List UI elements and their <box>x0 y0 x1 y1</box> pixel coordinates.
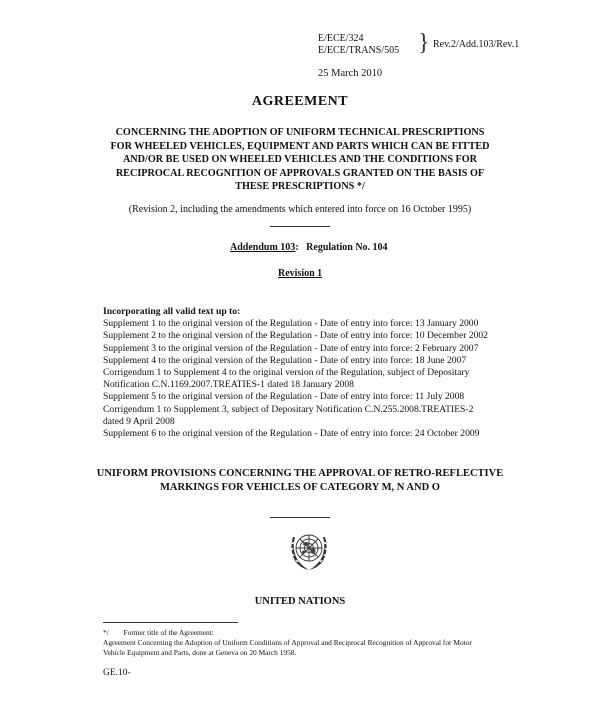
footnote-heading: Former title of the Agreement: <box>123 628 214 637</box>
subtitle-line: THESE PRESCRIPTIONS */ <box>235 181 365 192</box>
regulation-number: Regulation No. 104 <box>306 242 388 253</box>
list-item: Supplement 6 to the original version of the Regulation - Date of entry into force: 24 October 2009 <box>103 428 480 440</box>
revision-label: Revision 1 <box>278 268 323 279</box>
uniform-provisions-heading <box>0 467 600 495</box>
footnote <box>103 628 472 658</box>
list-item: Supplement 5 to the original version of the Regulation - Date of entry into force: 11 July 2008 <box>103 391 465 403</box>
page-title: AGREEMENT <box>251 94 349 109</box>
job-number: GE.10- <box>103 668 131 678</box>
revision-note: (Revision 2, including the amendments which entered into force on 16 October 1995) <box>128 204 472 215</box>
footnote-text-line: Agreement Concerning the Adoption of Uniform Conditions of Approval and Reciprocal Recognition of Approval for Motor <box>103 638 472 647</box>
subtitle-line: FOR WHEELED VEHICLES, EQUIPMENT AND PARTS WHICH CAN BE FITTED <box>110 140 490 152</box>
document-symbol-1: E/ECE/324 <box>318 33 364 44</box>
subtitle-line: AND/OR BE USED ON WHEELED VEHICLES AND THE CONDITIONS FOR <box>122 154 478 165</box>
agreement-subtitle <box>80 126 520 194</box>
addendum-label: Addendum 103 <box>230 242 296 253</box>
list-item: Supplement 3 to the original version of the Regulation - Date of entry into force: 2 February 2007 <box>103 342 479 354</box>
list-item: dated 9 April 2008 <box>103 415 175 427</box>
addendum-line <box>230 242 388 253</box>
footnote-separator <box>103 622 238 623</box>
subtitle-line: CONCERNING THE ADOPTION OF UNIFORM TECHNICAL PRESCRIPTIONS <box>115 127 485 138</box>
incorporating-heading: Incorporating all valid text up to: <box>103 306 241 317</box>
list-item: Corrigendum 1 to Supplement 4 to the original version of the Regulation, subject of Depositary <box>103 367 470 379</box>
divider <box>270 226 330 227</box>
list-item: Supplement 1 to the original version of the Regulation - Date of entry into force: 13 January 2000 <box>103 318 479 330</box>
document-symbol-2: E/ECE/TRANS/505 <box>318 45 400 56</box>
uniform-provisions-line: MARKINGS FOR VEHICLES OF CATEGORY M, N AND O <box>160 482 440 493</box>
brace: } <box>418 30 430 56</box>
addendum-colon: : <box>295 242 299 253</box>
incorporating-block <box>103 306 488 440</box>
divider <box>270 517 330 518</box>
subtitle-line: RECIPROCAL RECOGNITION OF APPROVALS GRANTED ON THE BASIS OF <box>115 167 485 179</box>
list-item: Supplement 4 to the original version of the Regulation - Date of entry into force: 18 June 2007 <box>103 354 467 366</box>
un-emblem-icon <box>284 525 334 575</box>
list-item: Corrigendum 1 to Supplement 3, subject of Depositary Notification C.N.255.2008.TREATIES-2 <box>103 403 474 415</box>
uniform-provisions-line: UNIFORM PROVISIONS CONCERNING THE APPROVAL OF RETRO-REFLECTIVE <box>96 468 504 479</box>
footnote-text-line: Vehicle Equipment and Parts, done at Geneva on 20 March 1958. <box>103 648 297 657</box>
list-item: Supplement 2 to the original version of the Regulation - Date of entry into force: 10 December 2002 <box>103 330 488 342</box>
document-date: 25 March 2010 <box>318 68 383 79</box>
revision-symbol: Rev.2/Add.103/Rev.1 <box>433 39 520 50</box>
organization-name: UNITED NATIONS <box>254 596 346 607</box>
footnote-marker: */ <box>103 628 109 637</box>
list-item: Notification C.N.1169.2007.TREATIES-1 dated 18 January 2008 <box>103 379 354 391</box>
